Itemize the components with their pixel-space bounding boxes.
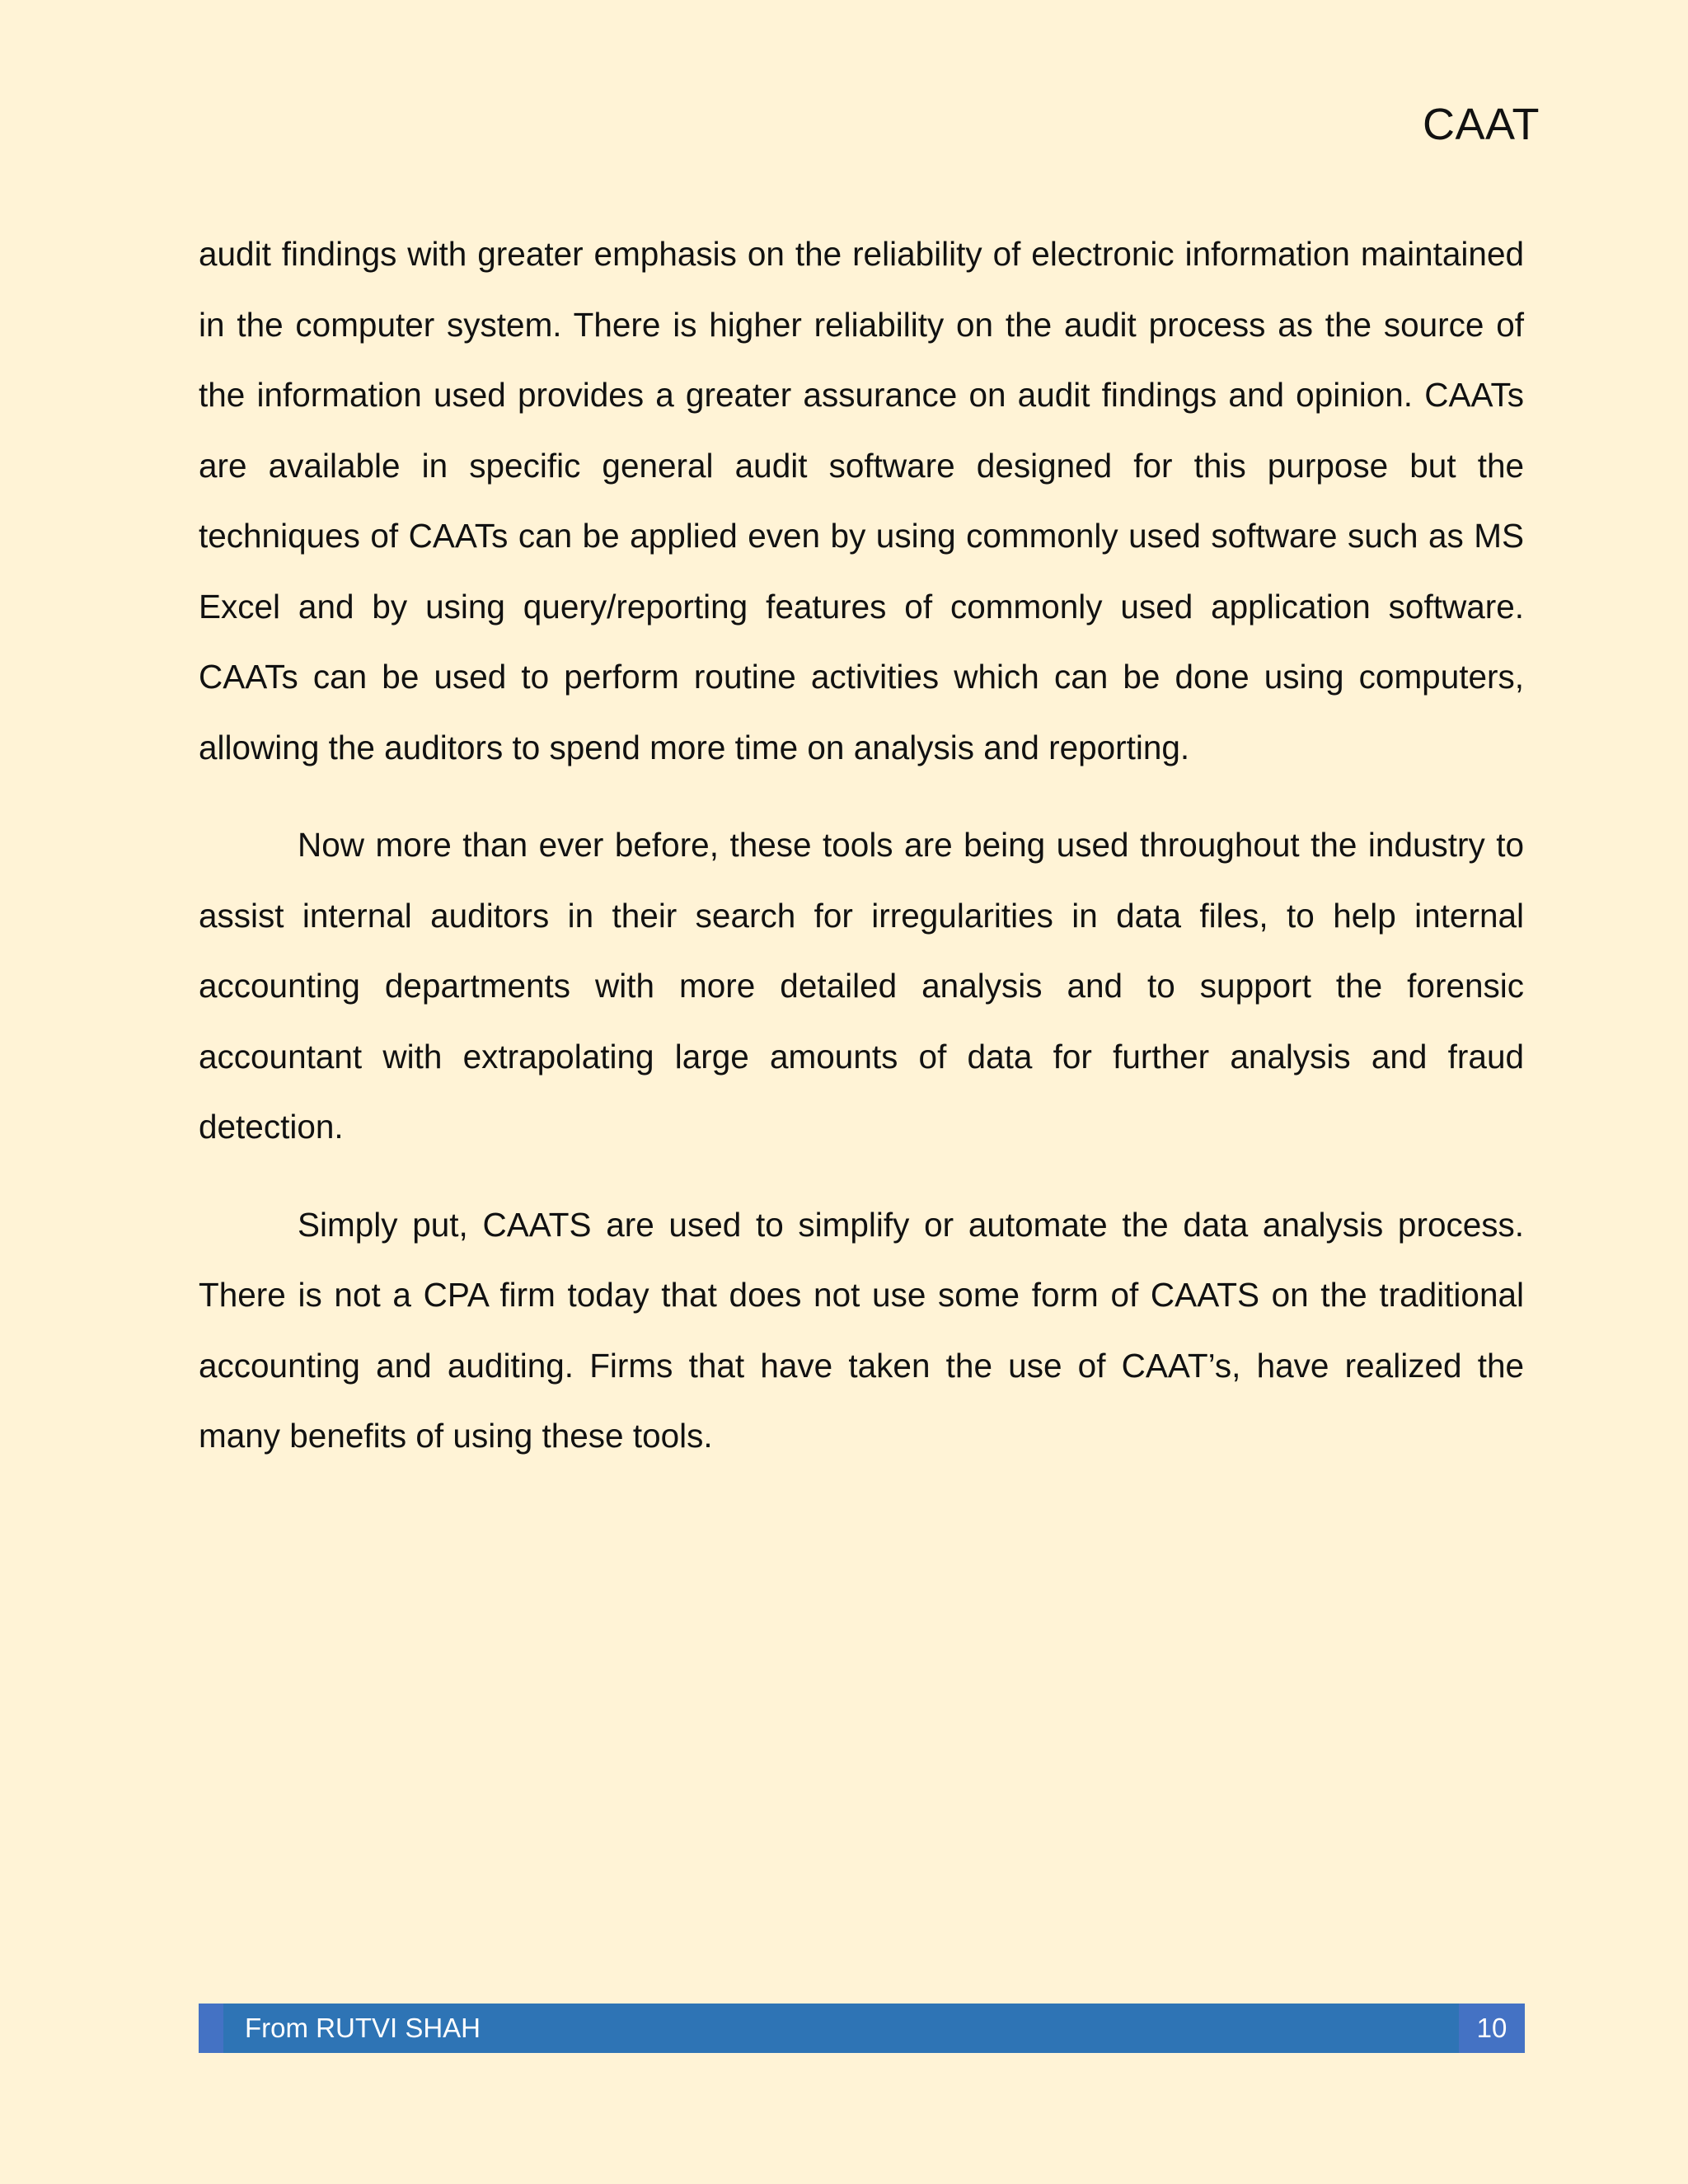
page-number: 10	[1459, 2004, 1525, 2053]
paragraph-1: audit findings with greater emphasis on the reliability of electronic information maintained in the computer system. There is higher reliability on the audit process as the source of the information used provides a greater assurance on audit findings and opinion. CAATs are available in specific general audit software designed for this purpose but the techniques of CAATs can be applied even by using commonly used software such as MS Excel and by using query/reporting features of commonly used application software. CAATs can be used to perform routine activities which can be done using computers, allowing the auditors to spend more time on analysis and reporting.	[199, 235, 1524, 766]
footer-author: From RUTVI SHAH	[245, 2013, 481, 2043]
paragraph-3: Simply put, CAATS are used to simplify or automate the data analysis process. There is not a CPA firm today that does not use some form of CAATS on the traditional accounting and auditing. Firms that have taken the use of CAAT’s, have realized the many benefits of using these tools.	[199, 1205, 1524, 1455]
footer-accent-strip	[199, 2004, 223, 2053]
page-footer	[199, 2004, 1525, 2053]
paragraph-2: Now more than ever before, these tools are being used throughout the industry to assist internal auditors in their search for irregularities in data files, to help internal accounting departments with more detailed analysis and to support the forensic accountant with extrapolating large amounts of data for further analysis and fraud detection.	[199, 826, 1524, 1146]
page-header-title: CAAT	[1422, 100, 1540, 149]
document-body	[199, 219, 1524, 1472]
